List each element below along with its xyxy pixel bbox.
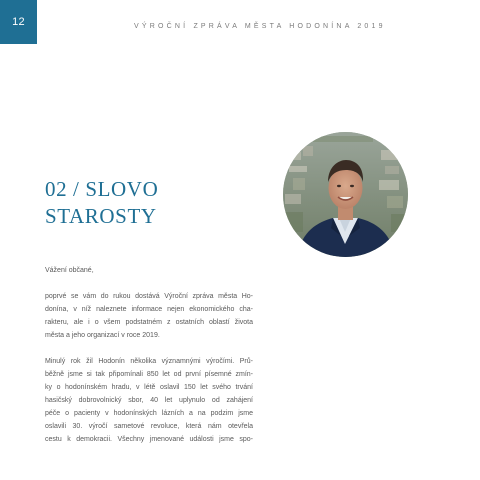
page-number: 12 bbox=[12, 16, 25, 28]
paragraph-2 bbox=[45, 355, 253, 446]
paragraph-1-line: donína, v níž naleznete informace nejen ekonomického cha- bbox=[45, 306, 253, 313]
mayor-portrait bbox=[283, 132, 408, 257]
paragraph-1-line: rakteru, ale i o všem podstatném z ostatních oblastí života bbox=[45, 319, 253, 326]
paragraph-2-line: oslavili 30. výročí sametové revoluce, která nám otevřela bbox=[45, 423, 253, 430]
paragraph-2-line: běžně jsme si tak připomínali 850 let od první písemné zmín- bbox=[45, 371, 253, 378]
section-title bbox=[45, 176, 275, 230]
paragraph-1 bbox=[45, 290, 253, 342]
salutation: Vážení občané, bbox=[45, 267, 94, 274]
running-header-title: VÝROČNÍ ZPRÁVA MĚSTA HODONÍNA 2019 bbox=[134, 23, 386, 30]
paragraph-1-line: města a jeho organizací v roce 2019. bbox=[45, 332, 160, 339]
paragraph-2-line: hasičský dobrovolnický sbor, 40 let uplynulo od zahájení bbox=[45, 397, 253, 404]
section-title-line-2: STAROSTY bbox=[45, 204, 157, 228]
section-title-line-1: 02 / SLOVO bbox=[45, 177, 159, 201]
paragraph-2-line: cestu k demokracii. Všechny jmenované události jsme spo- bbox=[45, 436, 253, 443]
paragraph-1-line: poprvé se vám do rukou dostává Výroční zpráva města Ho- bbox=[45, 293, 253, 300]
paragraph-2-line: Minulý rok žil Hodonín několika významnými výročími. Prů- bbox=[45, 358, 253, 365]
mayor-portrait-photo-icon bbox=[283, 132, 408, 257]
letter-body bbox=[45, 264, 253, 446]
paragraph-2-line: péče o pacienty v hodonínských lázních a na podzim jsme bbox=[45, 410, 253, 417]
paragraph-2-line: ky o hodonínském hradu, v létě oslavil 150 let svého trvání bbox=[45, 384, 253, 391]
page-number-badge bbox=[0, 0, 37, 44]
